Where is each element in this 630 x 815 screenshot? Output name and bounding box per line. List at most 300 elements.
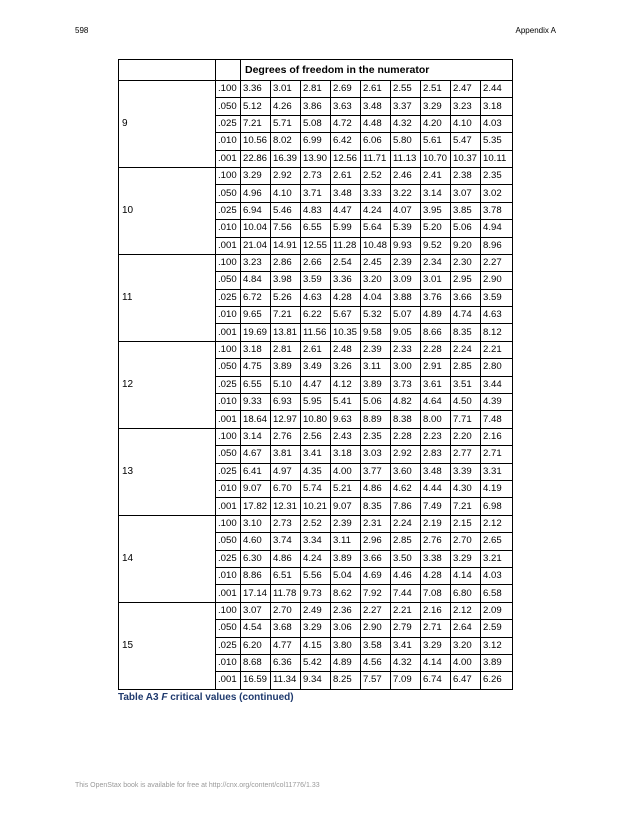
value-cell: 3.41 [301,446,331,463]
value-cell: 3.36 [241,81,271,98]
value-cell: 11.56 [301,324,331,341]
value-cell: 7.92 [361,585,391,602]
value-cell: 22.86 [241,150,271,167]
value-cell: 6.36 [271,654,301,671]
value-cell: 18.64 [241,411,271,428]
value-cell: 4.14 [421,654,451,671]
value-cell: 7.86 [391,498,421,515]
value-cell: 4.24 [361,202,391,219]
value-cell: 3.49 [301,359,331,376]
denominator-df-cell: 12 [119,341,216,428]
value-cell: 3.07 [241,602,271,619]
value-cell: 8.86 [241,567,271,584]
value-cell: 3.23 [241,254,271,271]
value-cell: 4.77 [271,637,301,654]
value-cell: 10.04 [241,220,271,237]
value-cell: 3.38 [421,550,451,567]
denominator-df-cell: 14 [119,515,216,602]
value-cell: 4.15 [301,637,331,654]
alpha-cell: .100 [216,515,241,532]
denominator-df-cell: 10 [119,167,216,254]
alpha-cell: .025 [216,637,241,654]
numerator-df-header: Degrees of freedom in the numerator [241,60,513,81]
value-cell: 2.30 [451,254,481,271]
value-cell: 3.76 [421,289,451,306]
value-cell: 4.86 [361,480,391,497]
value-cell: 17.82 [241,498,271,515]
value-cell: 8.35 [451,324,481,341]
alpha-cell: .050 [216,533,241,550]
value-cell: 3.89 [271,359,301,376]
value-cell: 21.04 [241,237,271,254]
value-cell: 4.10 [451,115,481,132]
value-cell: 6.42 [331,133,361,150]
value-cell: 3.81 [271,446,301,463]
value-cell: 2.20 [451,428,481,445]
value-cell: 5.39 [391,220,421,237]
value-cell: 3.34 [301,533,331,550]
value-cell: 2.12 [481,515,513,532]
value-cell: 3.86 [301,98,331,115]
value-cell: 10.21 [301,498,331,515]
value-cell: 7.71 [451,411,481,428]
value-cell: 12.55 [301,237,331,254]
value-cell: 2.70 [271,602,301,619]
value-cell: 3.23 [451,98,481,115]
alpha-cell: .001 [216,411,241,428]
value-cell: 2.92 [391,446,421,463]
value-cell: 2.21 [481,341,513,358]
value-cell: 4.28 [331,289,361,306]
value-cell: 3.71 [301,185,331,202]
value-cell: 3.66 [451,289,481,306]
value-cell: 2.92 [271,167,301,184]
value-cell: 2.47 [451,81,481,98]
value-cell: 5.95 [301,394,331,411]
value-cell: 7.44 [391,585,421,602]
value-cell: 2.77 [451,446,481,463]
table-row [119,81,513,98]
value-cell: 2.64 [451,620,481,637]
value-cell: 16.59 [241,672,271,689]
value-cell: 3.00 [391,359,421,376]
value-cell: 4.07 [391,202,421,219]
value-cell: 4.83 [301,202,331,219]
value-cell: 5.35 [481,133,513,150]
value-cell: 2.73 [271,515,301,532]
value-cell: 4.00 [451,654,481,671]
value-cell: 2.81 [271,341,301,358]
value-cell: 5.47 [451,133,481,150]
value-cell: 6.22 [301,307,331,324]
value-cell: 3.18 [331,446,361,463]
value-cell: 3.59 [301,272,331,289]
value-cell: 2.90 [361,620,391,637]
value-cell: 5.61 [421,133,451,150]
caption-f-letter: F [161,692,168,703]
value-cell: 8.38 [391,411,421,428]
value-cell: 4.74 [451,307,481,324]
value-cell: 2.48 [331,341,361,358]
value-cell: 7.56 [271,220,301,237]
value-cell: 4.46 [391,567,421,584]
value-cell: 2.66 [301,254,331,271]
value-cell: 3.03 [361,446,391,463]
value-cell: 3.29 [421,637,451,654]
alpha-cell: .025 [216,550,241,567]
value-cell: 3.88 [391,289,421,306]
value-cell: 3.77 [361,463,391,480]
value-cell: 5.74 [301,480,331,497]
value-cell: 4.39 [481,394,513,411]
alpha-cell: .010 [216,307,241,324]
value-cell: 4.75 [241,359,271,376]
value-cell: 13.90 [301,150,331,167]
value-cell: 2.34 [421,254,451,271]
value-cell: 4.24 [301,550,331,567]
value-cell: 2.35 [481,167,513,184]
alpha-cell: .100 [216,341,241,358]
value-cell: 3.01 [271,81,301,98]
alpha-cell: .050 [216,98,241,115]
alpha-cell: .100 [216,167,241,184]
value-cell: 2.95 [451,272,481,289]
value-cell: 11.78 [271,585,301,602]
value-cell: 2.19 [421,515,451,532]
value-cell: 3.59 [481,289,513,306]
caption-prefix: Table A3 [118,692,162,703]
value-cell: 3.33 [361,185,391,202]
value-cell: 4.96 [241,185,271,202]
value-cell: 3.07 [451,185,481,202]
value-cell: 2.73 [301,167,331,184]
value-cell: 4.86 [271,550,301,567]
value-cell: 7.49 [421,498,451,515]
value-cell: 8.02 [271,133,301,150]
value-cell: 2.31 [361,515,391,532]
value-cell: 6.99 [301,133,331,150]
value-cell: 4.32 [391,115,421,132]
value-cell: 4.00 [331,463,361,480]
alpha-cell: .010 [216,394,241,411]
value-cell: 2.21 [391,602,421,619]
value-cell: 4.89 [331,654,361,671]
value-cell: 3.12 [481,637,513,654]
value-cell: 2.59 [481,620,513,637]
value-cell: 3.22 [391,185,421,202]
value-cell: 3.11 [361,359,391,376]
value-cell: 6.58 [481,585,513,602]
value-cell: 9.52 [421,237,451,254]
value-cell: 2.28 [421,341,451,358]
value-cell: 5.80 [391,133,421,150]
value-cell: 4.64 [421,394,451,411]
value-cell: 4.72 [331,115,361,132]
alpha-cell: .010 [216,133,241,150]
value-cell: 4.69 [361,567,391,584]
value-cell: 3.29 [241,167,271,184]
alpha-cell: .100 [216,428,241,445]
value-cell: 3.11 [331,533,361,550]
value-cell: 5.06 [361,394,391,411]
alpha-cell: .050 [216,185,241,202]
header-empty-cell [216,60,241,81]
value-cell: 3.48 [361,98,391,115]
value-cell: 2.61 [301,341,331,358]
value-cell: 3.21 [481,550,513,567]
value-cell: 2.15 [451,515,481,532]
value-cell: 3.58 [361,637,391,654]
value-cell: 4.60 [241,533,271,550]
value-cell: 2.85 [451,359,481,376]
value-cell: 4.20 [421,115,451,132]
value-cell: 2.09 [481,602,513,619]
table-caption [118,692,294,703]
value-cell: 4.03 [481,115,513,132]
value-cell: 3.66 [361,550,391,567]
value-cell: 5.06 [451,220,481,237]
value-cell: 6.47 [451,672,481,689]
value-cell: 3.29 [421,98,451,115]
alpha-cell: .050 [216,272,241,289]
value-cell: 3.31 [481,463,513,480]
table-row [119,428,513,445]
value-cell: 2.52 [361,167,391,184]
value-cell: 9.05 [391,324,421,341]
value-cell: 4.50 [451,394,481,411]
value-cell: 3.37 [391,98,421,115]
value-cell: 6.72 [241,289,271,306]
value-cell: 9.07 [331,498,361,515]
value-cell: 3.63 [331,98,361,115]
alpha-cell: .025 [216,202,241,219]
table-header-row [119,60,513,81]
value-cell: 3.98 [271,272,301,289]
value-cell: 7.08 [421,585,451,602]
value-cell: 2.86 [271,254,301,271]
value-cell: 3.01 [421,272,451,289]
value-cell: 5.12 [241,98,271,115]
value-cell: 9.65 [241,307,271,324]
alpha-cell: .050 [216,620,241,637]
value-cell: 5.32 [361,307,391,324]
value-cell: 12.31 [271,498,301,515]
alpha-cell: .001 [216,150,241,167]
value-cell: 5.20 [421,220,451,237]
value-cell: 3.89 [361,376,391,393]
value-cell: 5.56 [301,567,331,584]
value-cell: 5.46 [271,202,301,219]
value-cell: 14.91 [271,237,301,254]
value-cell: 6.51 [271,567,301,584]
value-cell: 4.82 [391,394,421,411]
value-cell: 4.35 [301,463,331,480]
value-cell: 9.73 [301,585,331,602]
value-cell: 9.93 [391,237,421,254]
value-cell: 4.47 [301,376,331,393]
value-cell: 5.71 [271,115,301,132]
value-cell: 4.94 [481,220,513,237]
value-cell: 3.78 [481,202,513,219]
value-cell: 7.21 [271,307,301,324]
value-cell: 4.30 [451,480,481,497]
value-cell: 2.51 [421,81,451,98]
value-cell: 6.30 [241,550,271,567]
value-cell: 11.28 [331,237,361,254]
value-cell: 12.56 [331,150,361,167]
alpha-cell: .001 [216,585,241,602]
value-cell: 2.69 [331,81,361,98]
value-cell: 2.56 [301,428,331,445]
value-cell: 6.98 [481,498,513,515]
value-cell: 9.20 [451,237,481,254]
value-cell: 8.96 [481,237,513,254]
alpha-cell: .025 [216,115,241,132]
value-cell: 5.67 [331,307,361,324]
value-cell: 3.29 [301,620,331,637]
value-cell: 4.54 [241,620,271,637]
value-cell: 5.41 [331,394,361,411]
caption-suffix: critical values (continued) [167,692,294,703]
value-cell: 3.48 [421,463,451,480]
value-cell: 12.97 [271,411,301,428]
value-cell: 10.11 [481,150,513,167]
table-row [119,341,513,358]
value-cell: 2.49 [301,602,331,619]
value-cell: 9.07 [241,480,271,497]
denominator-df-cell: 15 [119,602,216,689]
value-cell: 4.67 [241,446,271,463]
value-cell: 3.20 [451,637,481,654]
value-cell: 2.83 [421,446,451,463]
value-cell: 2.45 [361,254,391,271]
value-cell: 2.65 [481,533,513,550]
value-cell: 9.63 [331,411,361,428]
value-cell: 3.10 [241,515,271,532]
value-cell: 3.09 [391,272,421,289]
value-cell: 8.35 [361,498,391,515]
value-cell: 6.55 [241,376,271,393]
value-cell: 4.62 [391,480,421,497]
table-row [119,254,513,271]
value-cell: 4.56 [361,654,391,671]
value-cell: 8.62 [331,585,361,602]
value-cell: 11.13 [391,150,421,167]
value-cell: 10.56 [241,133,271,150]
value-cell: 3.48 [331,185,361,202]
value-cell: 4.03 [481,567,513,584]
value-cell: 3.36 [331,272,361,289]
value-cell: 11.71 [361,150,391,167]
value-cell: 3.14 [241,428,271,445]
value-cell: 2.39 [391,254,421,271]
value-cell: 5.42 [301,654,331,671]
value-cell: 6.55 [301,220,331,237]
value-cell: 3.29 [451,550,481,567]
value-cell: 2.80 [481,359,513,376]
alpha-cell: .025 [216,289,241,306]
value-cell: 3.73 [391,376,421,393]
value-cell: 2.70 [451,533,481,550]
alpha-cell: .100 [216,602,241,619]
value-cell: 3.89 [331,550,361,567]
value-cell: 3.50 [391,550,421,567]
value-cell: 2.91 [421,359,451,376]
table-row [119,602,513,619]
value-cell: 6.06 [361,133,391,150]
value-cell: 2.12 [451,602,481,619]
value-cell: 2.36 [331,602,361,619]
value-cell: 3.14 [421,185,451,202]
value-cell: 5.99 [331,220,361,237]
value-cell: 7.48 [481,411,513,428]
value-cell: 4.28 [421,567,451,584]
value-cell: 3.44 [481,376,513,393]
value-cell: 11.34 [271,672,301,689]
value-cell: 6.93 [271,394,301,411]
value-cell: 5.08 [301,115,331,132]
value-cell: 3.41 [391,637,421,654]
value-cell: 6.41 [241,463,271,480]
value-cell: 4.89 [421,307,451,324]
value-cell: 5.10 [271,376,301,393]
value-cell: 10.70 [421,150,451,167]
alpha-cell: .010 [216,654,241,671]
value-cell: 3.74 [271,533,301,550]
value-cell: 3.06 [331,620,361,637]
denominator-df-cell: 13 [119,428,216,515]
value-cell: 3.85 [451,202,481,219]
value-cell: 3.68 [271,620,301,637]
value-cell: 4.26 [271,98,301,115]
alpha-cell: .050 [216,359,241,376]
denominator-df-cell: 9 [119,81,216,168]
value-cell: 4.47 [331,202,361,219]
value-cell: 2.16 [421,602,451,619]
value-cell: 2.28 [391,428,421,445]
header-empty-cell [119,60,216,81]
value-cell: 2.79 [391,620,421,637]
value-cell: 2.81 [301,81,331,98]
value-cell: 2.55 [391,81,421,98]
f-critical-values-table [118,59,513,690]
value-cell: 2.71 [421,620,451,637]
value-cell: 2.33 [391,341,421,358]
value-cell: 2.35 [361,428,391,445]
table-body [119,81,513,690]
value-cell: 2.76 [271,428,301,445]
value-cell: 19.69 [241,324,271,341]
value-cell: 3.18 [481,98,513,115]
value-cell: 2.39 [331,515,361,532]
value-cell: 2.90 [481,272,513,289]
page-number: 598 [75,26,89,35]
value-cell: 4.04 [361,289,391,306]
value-cell: 3.60 [391,463,421,480]
value-cell: 4.10 [271,185,301,202]
alpha-cell: .001 [216,672,241,689]
value-cell: 2.41 [421,167,451,184]
value-cell: 10.48 [361,237,391,254]
value-cell: 7.21 [241,115,271,132]
value-cell: 3.80 [331,637,361,654]
value-cell: 3.61 [421,376,451,393]
alpha-cell: .001 [216,324,241,341]
value-cell: 4.63 [301,289,331,306]
value-cell: 2.85 [391,533,421,550]
value-cell: 8.00 [421,411,451,428]
value-cell: 6.20 [241,637,271,654]
